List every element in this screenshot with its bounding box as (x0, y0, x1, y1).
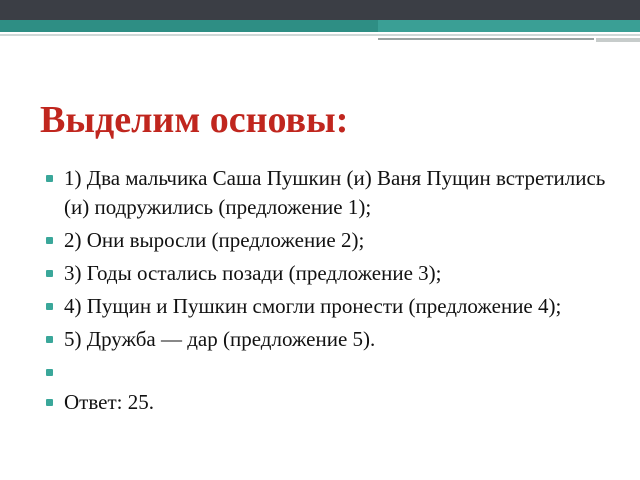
list-item (46, 226, 606, 255)
bullet-square-icon (46, 303, 53, 310)
bullet-square-icon (46, 237, 53, 244)
header-dark-band (0, 0, 640, 20)
list-item (46, 292, 606, 321)
slide-title: Выделим основы: (40, 99, 349, 141)
list-item-text: 3) Годы остались позади (предложение 3); (64, 261, 442, 285)
list-item-text: 5) Дружба — дар (предложение 5). (64, 327, 376, 351)
bullet-square-icon (46, 270, 53, 277)
header-accent-line (378, 38, 594, 40)
list-item-text: 4) Пущин и Пушкин смогли пронести (предложение 4); (64, 294, 562, 318)
bullet-square-icon (46, 399, 53, 406)
header-teal-accent (378, 20, 640, 32)
bullet-square-icon (46, 369, 53, 376)
list-item (46, 164, 606, 222)
bullet-square-icon (46, 175, 53, 182)
list-item (46, 259, 606, 288)
answer-item (46, 388, 606, 417)
list-item (46, 325, 606, 354)
header-divider-line (0, 34, 640, 36)
bullet-list (46, 164, 606, 421)
list-item-text: 2) Они выросли (предложение 2); (64, 228, 365, 252)
answer-text: Ответ: 25. (64, 390, 154, 414)
bullet-square-icon (46, 336, 53, 343)
header-accent-line-end (596, 38, 640, 42)
list-item-text: 1) Два мальчика Саша Пушкин (и) Ваня Пущин встретились (и) подружились (предложение 1); (64, 166, 606, 219)
list-item-empty (46, 358, 606, 384)
